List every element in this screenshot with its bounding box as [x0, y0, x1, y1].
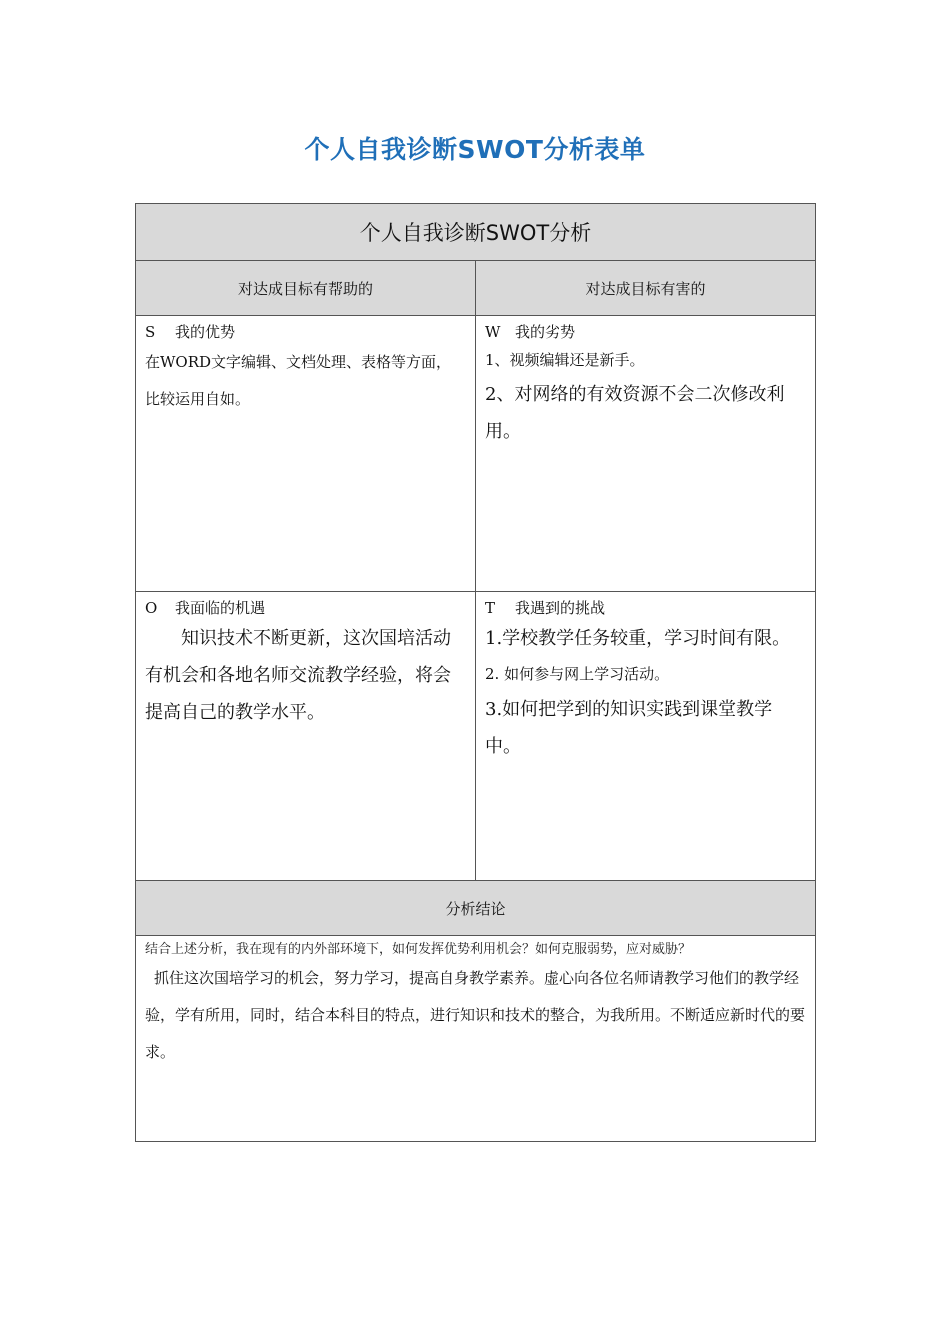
conclusion-answer: 抓住这次国培学习的机会，努力学习，提高自身教学素养。虚心向各位名师请教学习他们的教学经验，学有所用，同时，结合本科目的特点，进行知识和技术的整合，为我所用。不断适应新时代的要求。	[145, 969, 806, 1061]
strengths-heading	[145, 320, 466, 344]
document-title: 个人自我诊断SWOT分析表单	[304, 135, 646, 164]
opportunities-letter: O	[145, 599, 158, 617]
strengths-text: 在WORD文字编辑、文档处理、表格等方面，比较运用自如。	[145, 353, 452, 408]
opportunities-heading	[145, 596, 466, 620]
strengths-title: 我的优势	[175, 323, 236, 341]
threat-item: 3.如何把学到的知识实践到课堂教学中。	[485, 699, 773, 757]
threats-title: 我遇到的挑战	[515, 599, 606, 617]
helpful-column-label: 对达成目标有帮助的	[136, 261, 476, 316]
strengths-letter: S	[145, 323, 156, 341]
conclusion-cell	[136, 936, 816, 1142]
threat-item: 2. 如何参与网上学习活动。	[485, 665, 670, 683]
threat-item: 1.学校教学任务较重，学习时间有限。	[485, 628, 791, 649]
opportunities-title: 我面临的机遇	[175, 599, 266, 617]
threats-heading	[485, 596, 806, 620]
weaknesses-heading	[485, 320, 806, 344]
weaknesses-cell	[476, 316, 816, 592]
weakness-item: 1、视频编辑还是新手。	[485, 351, 645, 369]
conclusion-header: 分析结论	[136, 881, 816, 936]
weaknesses-letter: W	[485, 323, 501, 341]
swot-table	[135, 203, 816, 1142]
opportunities-cell	[136, 592, 476, 881]
table-header: 个人自我诊断SWOT分析	[136, 204, 816, 261]
weaknesses-title: 我的劣势	[515, 323, 576, 341]
threats-letter: T	[485, 599, 496, 617]
weakness-item: 2、对网络的有效资源不会二次修改利用。	[485, 384, 785, 442]
opportunities-text: 知识技术不断更新，这次国培活动有机会和各地名师交流教学经验，将会提高自己的教学水平。	[145, 628, 451, 723]
conclusion-question: 结合上述分析，我在现有的内外部环境下，如何发挥优势利用机会？如何克服弱势，应对威胁？	[145, 942, 692, 957]
harmful-column-label: 对达成目标有害的	[476, 261, 816, 316]
threats-cell	[476, 592, 816, 881]
strengths-cell	[136, 316, 476, 592]
